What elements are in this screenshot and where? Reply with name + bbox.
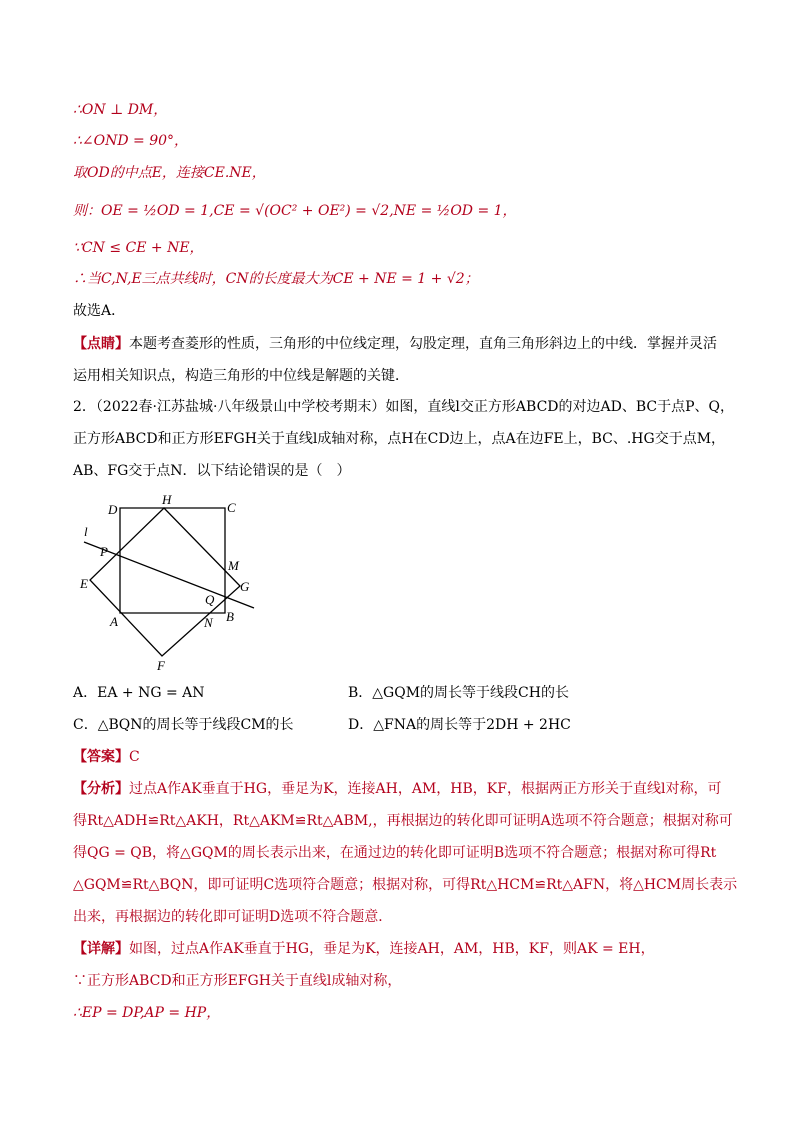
analysis-line-5: 出来，再根据边的转化即可证明D选项不符合题意．	[73, 909, 393, 925]
step-5: ∵CN ≤ CE + NE，	[73, 240, 204, 256]
comment-line-2: 运用相关知识点，构造三角形的中位线是解题的关键．	[73, 368, 409, 384]
label-l: l	[84, 524, 88, 539]
comment-line-1: 【点睛】本题考查菱形的性质，三角形的中位线定理，勾股定理，直角三角形斜边上的中线．掌握并灵活	[73, 336, 717, 352]
detail-line-3: ∴EP = DP,AP = HP，	[73, 1005, 221, 1021]
label-M: M	[228, 558, 239, 573]
geometry-figure	[60, 488, 280, 678]
answer-line	[73, 747, 140, 767]
analysis-line-1: 【分析】过点A作AK垂直于HG，垂足为K，连接AH，AM，HB，KF，根据两正方形关于直线l对称，可	[73, 781, 722, 797]
option-a: A．EA + NG = AN	[73, 685, 205, 701]
label-Q: Q	[205, 592, 215, 607]
detail-line-1: 【详解】如图，过点A作AK垂直于HG，垂足为K，连接AH，AM，HB，KF，则AK = EH，	[73, 941, 655, 957]
label-C: C	[227, 500, 236, 515]
detail-tag: 【详解】	[73, 941, 129, 957]
label-P: P	[100, 544, 108, 559]
analysis-line-4: △GQM≌Rt△BQN，即可证明C选项符合题意；根据对称，可得Rt△HCM≌Rt△AFN，将△HCM周长表示	[73, 877, 738, 893]
option-d: D．△FNA的周长等于2DH + 2HC	[348, 717, 571, 733]
step-2: ∴∠OND = 90°，	[73, 133, 189, 149]
analysis-line-2: 得Rt△ADH≌Rt△AKH，Rt△AKM≌Rt△ABM,，再根据边的转化即可证明A选项不符合题意；根据对称可	[73, 813, 733, 829]
comment-tag: 【点睛】	[73, 336, 129, 352]
question-line-2: 正方形ABCD和正方形EFGH关于直线l成轴对称，点H在CD边上，点A在边FE上，BC、.HG交于点M，	[73, 431, 726, 447]
step-3: 取OD的中点E，连接CE.NE，	[73, 165, 266, 181]
answer-value: C	[129, 749, 140, 765]
analysis-tag: 【分析】	[73, 781, 129, 797]
label-D: D	[108, 502, 118, 517]
step-6: ∴当C,N,E三点共线时，CN的长度最大为CE + NE = 1 + √2；	[73, 271, 479, 287]
step-4: 则：OE = ½OD = 1,CE = √(OC² + OE²) = √2,NE = ½OD = 1，	[73, 203, 517, 219]
label-G: G	[240, 579, 250, 594]
question-line-3: AB、FG交于点N．以下结论错误的是（ ）	[73, 463, 351, 479]
step-1: ∴ON ⊥ DM，	[73, 102, 168, 118]
option-b: B．△GQM的周长等于线段CH的长	[348, 685, 569, 701]
label-B: B	[226, 609, 234, 624]
step-7: 故选A．	[73, 303, 126, 319]
detail-line-2: ∵正方形ABCD和正方形EFGH关于直线l成轴对称，	[73, 973, 402, 989]
label-F: F	[157, 658, 165, 673]
label-H: H	[162, 492, 172, 507]
analysis-line-3: 得QG = QB，将△GQM的周长表示出来，在通过边的转化即可证明B选项不符合题意；根据对称可得Rt	[73, 845, 717, 861]
option-c: C．△BQN的周长等于线段CM的长	[73, 717, 294, 733]
label-A: A	[110, 614, 118, 629]
question-line-1: 2．（2022春·江苏盐城·八年级景山中学校考期末）如图，直线l交正方形ABCD的对边AD、BC于点P、Q，	[73, 399, 734, 415]
answer-tag: 【答案】	[73, 749, 129, 765]
label-N: N	[204, 615, 213, 630]
label-E: E	[80, 576, 88, 591]
square-efgh	[90, 508, 240, 656]
